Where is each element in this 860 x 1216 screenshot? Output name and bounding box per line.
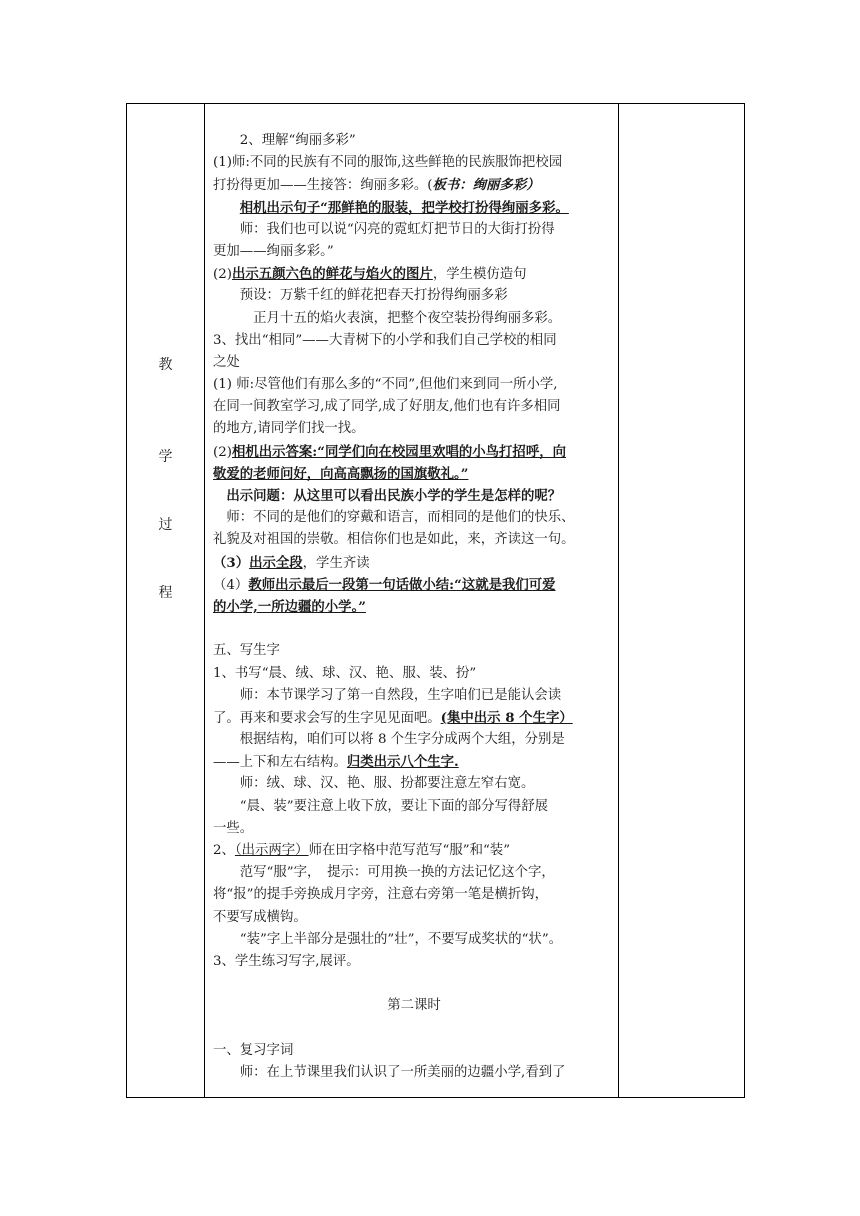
text-segment: 师：绒、球、汉、艳、服、扮都要注意左窄右宽。 [213, 776, 535, 792]
text-segment: 之处 [213, 354, 240, 370]
text-segment: 五、写生字 [213, 643, 280, 659]
text-segment: (集中出示 8 个生字） [440, 709, 573, 726]
text-segment: 范写“服”字， 提示：可用换一换的方法记忆这个字， [213, 865, 555, 881]
text-segment: 更加——绚丽多彩。” [213, 243, 334, 259]
text-line [213, 130, 615, 152]
text-line [213, 773, 615, 795]
column-divider-right [618, 104, 619, 1097]
text-segment: “装”字上半部分是强壮的”壮”，不要写成奖状的“状”。 [213, 931, 563, 947]
text-segment: 板书：绚丽多彩） [432, 177, 540, 194]
text-segment: (2) [213, 444, 232, 460]
text-segment: 预设：万紫千红的鲜花把春天打扮得绚丽多彩 [213, 288, 508, 304]
text-segment: 一些。 [213, 820, 254, 836]
text-segment: 将“报”的提手旁换成月字旁，注意右旁第一笔是横折钩， [213, 887, 549, 903]
text-line [213, 751, 615, 773]
text-segment: 3、找出“相同”——大青树下的小学和我们自己学校的相同 [213, 332, 557, 348]
text-segment: 师在田字格中范写范写“服”和“装” [308, 843, 511, 858]
text-segment: 师：在上节课里我们认识了一所美丽的边疆小学,看到了 [213, 1064, 566, 1080]
text-line [213, 219, 615, 241]
text-line [213, 640, 615, 662]
text-line [213, 308, 615, 330]
text-segment: 礼貌及对祖国的崇敬。相信你们也是如此，来，齐读这一句。 [213, 532, 575, 548]
text-line [213, 374, 615, 396]
text-line [213, 884, 615, 906]
text-segment: 出示全段 [249, 554, 303, 571]
text-line [213, 596, 615, 618]
text-segment: ——上下和左右结构。 [213, 755, 347, 771]
text-segment: 相机出示答案:“同学们向在校园里欢唱的小鸟打招呼，向 [231, 443, 566, 460]
text-segment: 的小学,一所边疆的小学。” [213, 598, 366, 615]
lesson-table [126, 103, 745, 1098]
text-line [213, 840, 615, 862]
text-line [213, 197, 615, 219]
text-segment [213, 201, 240, 216]
text-line [213, 951, 615, 973]
text-segment: 敬爱的老师问好，向高高飘扬的国旗敬礼。” [213, 465, 469, 482]
text-segment: （出示两字） [234, 843, 309, 858]
text-line [213, 352, 615, 374]
text-line [213, 685, 615, 707]
text-segment: 出示问题：从这里可以看出民族小学的学生是怎样的呢？ [226, 488, 562, 504]
text-line [213, 263, 615, 285]
blank-line [213, 1018, 615, 1040]
text-line [213, 418, 615, 440]
section-label-char: 教 [158, 357, 173, 373]
column-divider-left [204, 104, 205, 1097]
text-segment: ，学生齐读 [302, 555, 370, 571]
text-segment [213, 489, 226, 504]
text-line [213, 707, 615, 729]
text-segment: 出示五颜六色的鲜花与焰火的图片 [231, 266, 433, 283]
text-segment: (1) 师:尽管他们有那么多的“不同”,但他们来到同一所小学, [213, 377, 558, 393]
text-line [213, 574, 615, 596]
teaching-process-content [213, 130, 615, 1084]
text-line [213, 330, 615, 352]
text-segment: 2、 [213, 843, 235, 858]
text-segment: 不要写成横钩。 [213, 909, 307, 925]
text-line [213, 507, 615, 529]
text-line [213, 552, 615, 574]
text-line [213, 241, 615, 263]
section-label-char: 学 [158, 449, 173, 465]
text-segment: 第二课时 [387, 998, 441, 1014]
blank-line [213, 618, 615, 640]
text-segment: 教师出示最后一段第一句话做小结:“这就是我们可爱 [248, 576, 556, 593]
text-line [213, 152, 615, 174]
text-segment: 3、学生练习写字,展评。 [213, 953, 360, 969]
text-segment: 根据结构，咱们可以将 8 个生字分成两个大组，分别是 [213, 732, 565, 748]
text-segment: （4） [213, 577, 249, 593]
text-segment: 的地方,请同学们找一找。 [213, 421, 365, 437]
text-line [213, 463, 615, 485]
text-line [213, 485, 615, 507]
text-segment: （3） [213, 554, 250, 571]
text-segment: 了。再来和要求会写的生字见见面吧。 [213, 710, 441, 726]
text-line [213, 729, 615, 751]
text-line [213, 529, 615, 551]
text-segment: 师：我们也可以说“闪亮的霓虹灯把节日的大街打扮得 [213, 221, 555, 237]
text-line [213, 1040, 615, 1062]
text-line [213, 907, 615, 929]
text-line [213, 1062, 615, 1084]
section-label-char: 过 [158, 517, 173, 533]
text-line [213, 663, 615, 685]
text-segment: 一、复习字词 [213, 1042, 294, 1058]
text-segment: 师：不同的是他们的穿戴和语言，而相同的是他们的快乐、 [213, 510, 575, 526]
text-line [213, 995, 615, 1017]
section-label-char: 程 [158, 585, 173, 601]
text-segment: 打扮得更加——生接答：绚丽多彩。( [213, 178, 433, 194]
text-line [213, 441, 615, 463]
text-segment: 2、理解“绚丽多彩” [213, 133, 356, 148]
text-segment: “晨、装”要注意上收下放，要让下面的部分写得舒展 [213, 798, 549, 814]
text-segment: 师：本节课学习了第一自然段，生字咱们已是能认会读 [213, 687, 562, 703]
text-line [213, 929, 615, 951]
text-line [213, 818, 615, 840]
text-segment: 相机出示句子“那鲜艳的服装，把学校打扮得绚丽多彩。 [239, 199, 569, 216]
text-segment: 在同一间教室学习,成了同学,成了好朋友,他们也有许多相同 [213, 399, 561, 415]
text-segment: 归类出示八个生字. [346, 754, 459, 771]
section-label-column [127, 104, 204, 1097]
text-segment: 正月十五的焰火表演，把整个夜空装扮得绚丽多彩。 [213, 310, 562, 326]
text-segment: 1、书写“晨、绒、球、汉、艳、服、装、扮” [213, 665, 477, 681]
text-line [213, 862, 615, 884]
text-segment: (1)师:不同的民族有不同的服饰,这些鲜艳的民族服饰把校园 [213, 155, 563, 171]
text-segment: ，学生模仿造句 [432, 267, 527, 283]
text-segment: (2) [213, 267, 232, 283]
text-line [213, 285, 615, 307]
text-line [213, 174, 615, 196]
blank-line [213, 973, 615, 995]
text-line [213, 796, 615, 818]
text-line [213, 396, 615, 418]
